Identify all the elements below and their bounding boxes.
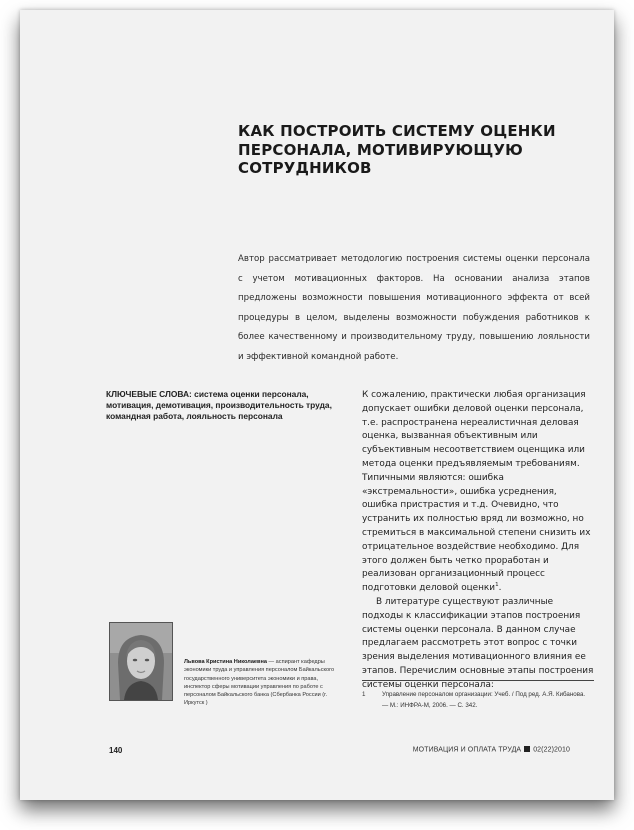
- author-photo: [109, 622, 173, 701]
- page-number: 140: [109, 746, 123, 755]
- footnote-text: Управление персоналом организации: Учеб. / Под ред. А.Я. Кибанова. — М.: ИНФРА-М, 2006. — С. 342.: [382, 691, 586, 709]
- journal-footer: [413, 746, 570, 754]
- article-title: КАК ПОСТРОИТЬ СИСТЕМУ ОЦЕНКИ ПЕРСОНАЛА, МОТИВИРУЮЩУЮ СОТРУДНИКОВ: [238, 122, 556, 177]
- journal-page: [20, 10, 614, 800]
- author-info: [184, 658, 346, 708]
- body-paragraph-text: К сожалению, практически любая организация допускает ошибки деловой оценки персонала, т.е. распространена нереалистичная деловая оценка, вызванная объективным или субъективным несоответствием оценщика или метода оценки предъявляемым требованиям. Типичными являются: ошибка «экстремальности», ошибка усреднения, ошибка пристрастия и т.д. Очевидно, что устранить их полностью вряд ли возможно, но стремиться в максимальной степени снизить их отрицательное воздействие необходимо. Для этого должен быть четко проработан и реализован организационный процесс подготовки деловой оценки: [362, 390, 591, 594]
- footnote-reference: 1: [495, 582, 499, 589]
- body-text-column: [362, 389, 594, 693]
- footnote: [362, 689, 594, 711]
- body-paragraph: [362, 389, 594, 596]
- body-paragraph-end: .: [498, 583, 502, 594]
- body-paragraph: В литературе существуют различные подходы к классификации этапов построения системы оценки персонала. В данном случае предлагаем рассмотреть этот вопрос с точки зрения выделения мотивационного влияния ее этапов. Перечислим основные этапы построения системы оценки персонала:: [362, 596, 594, 690]
- journal-name: МОТИВАЦИЯ И ОПЛАТА ТРУДА: [412, 746, 522, 754]
- journal-issue: 02(22)2010: [533, 746, 570, 754]
- author-name: Львова Кристина Николаевна: [184, 659, 267, 665]
- keywords: КЛЮЧЕВЫЕ СЛОВА: система оценки персонала, мотивация, демотивация, производительность труда, командная работа, лояльность персонала: [106, 389, 332, 421]
- article-abstract: Автор рассматривает методологию построения системы оценки персонала с учетом мотивационных факторов. На основании анализа этапов предложены возможности повышения мотивационного эффекта от всей процедуры в целом, выделены возможности побуждения работников к более качественному и производительному труду, повышению лояльности и эффективной командной работе.: [238, 254, 590, 362]
- author-bio: — аспирант кафедры экономики труда и управления персоналом Байкальского государственного университета экономики и права, инспектор сферы мотивации управления по работе с персоналом Байкальского банка (Сбербанка России (г. Иркутск ): [184, 659, 335, 707]
- footnote-divider: [362, 680, 594, 681]
- author-portrait-icon: [110, 623, 172, 700]
- footnote-mark: 1: [362, 691, 366, 698]
- square-bullet-icon: [524, 746, 530, 752]
